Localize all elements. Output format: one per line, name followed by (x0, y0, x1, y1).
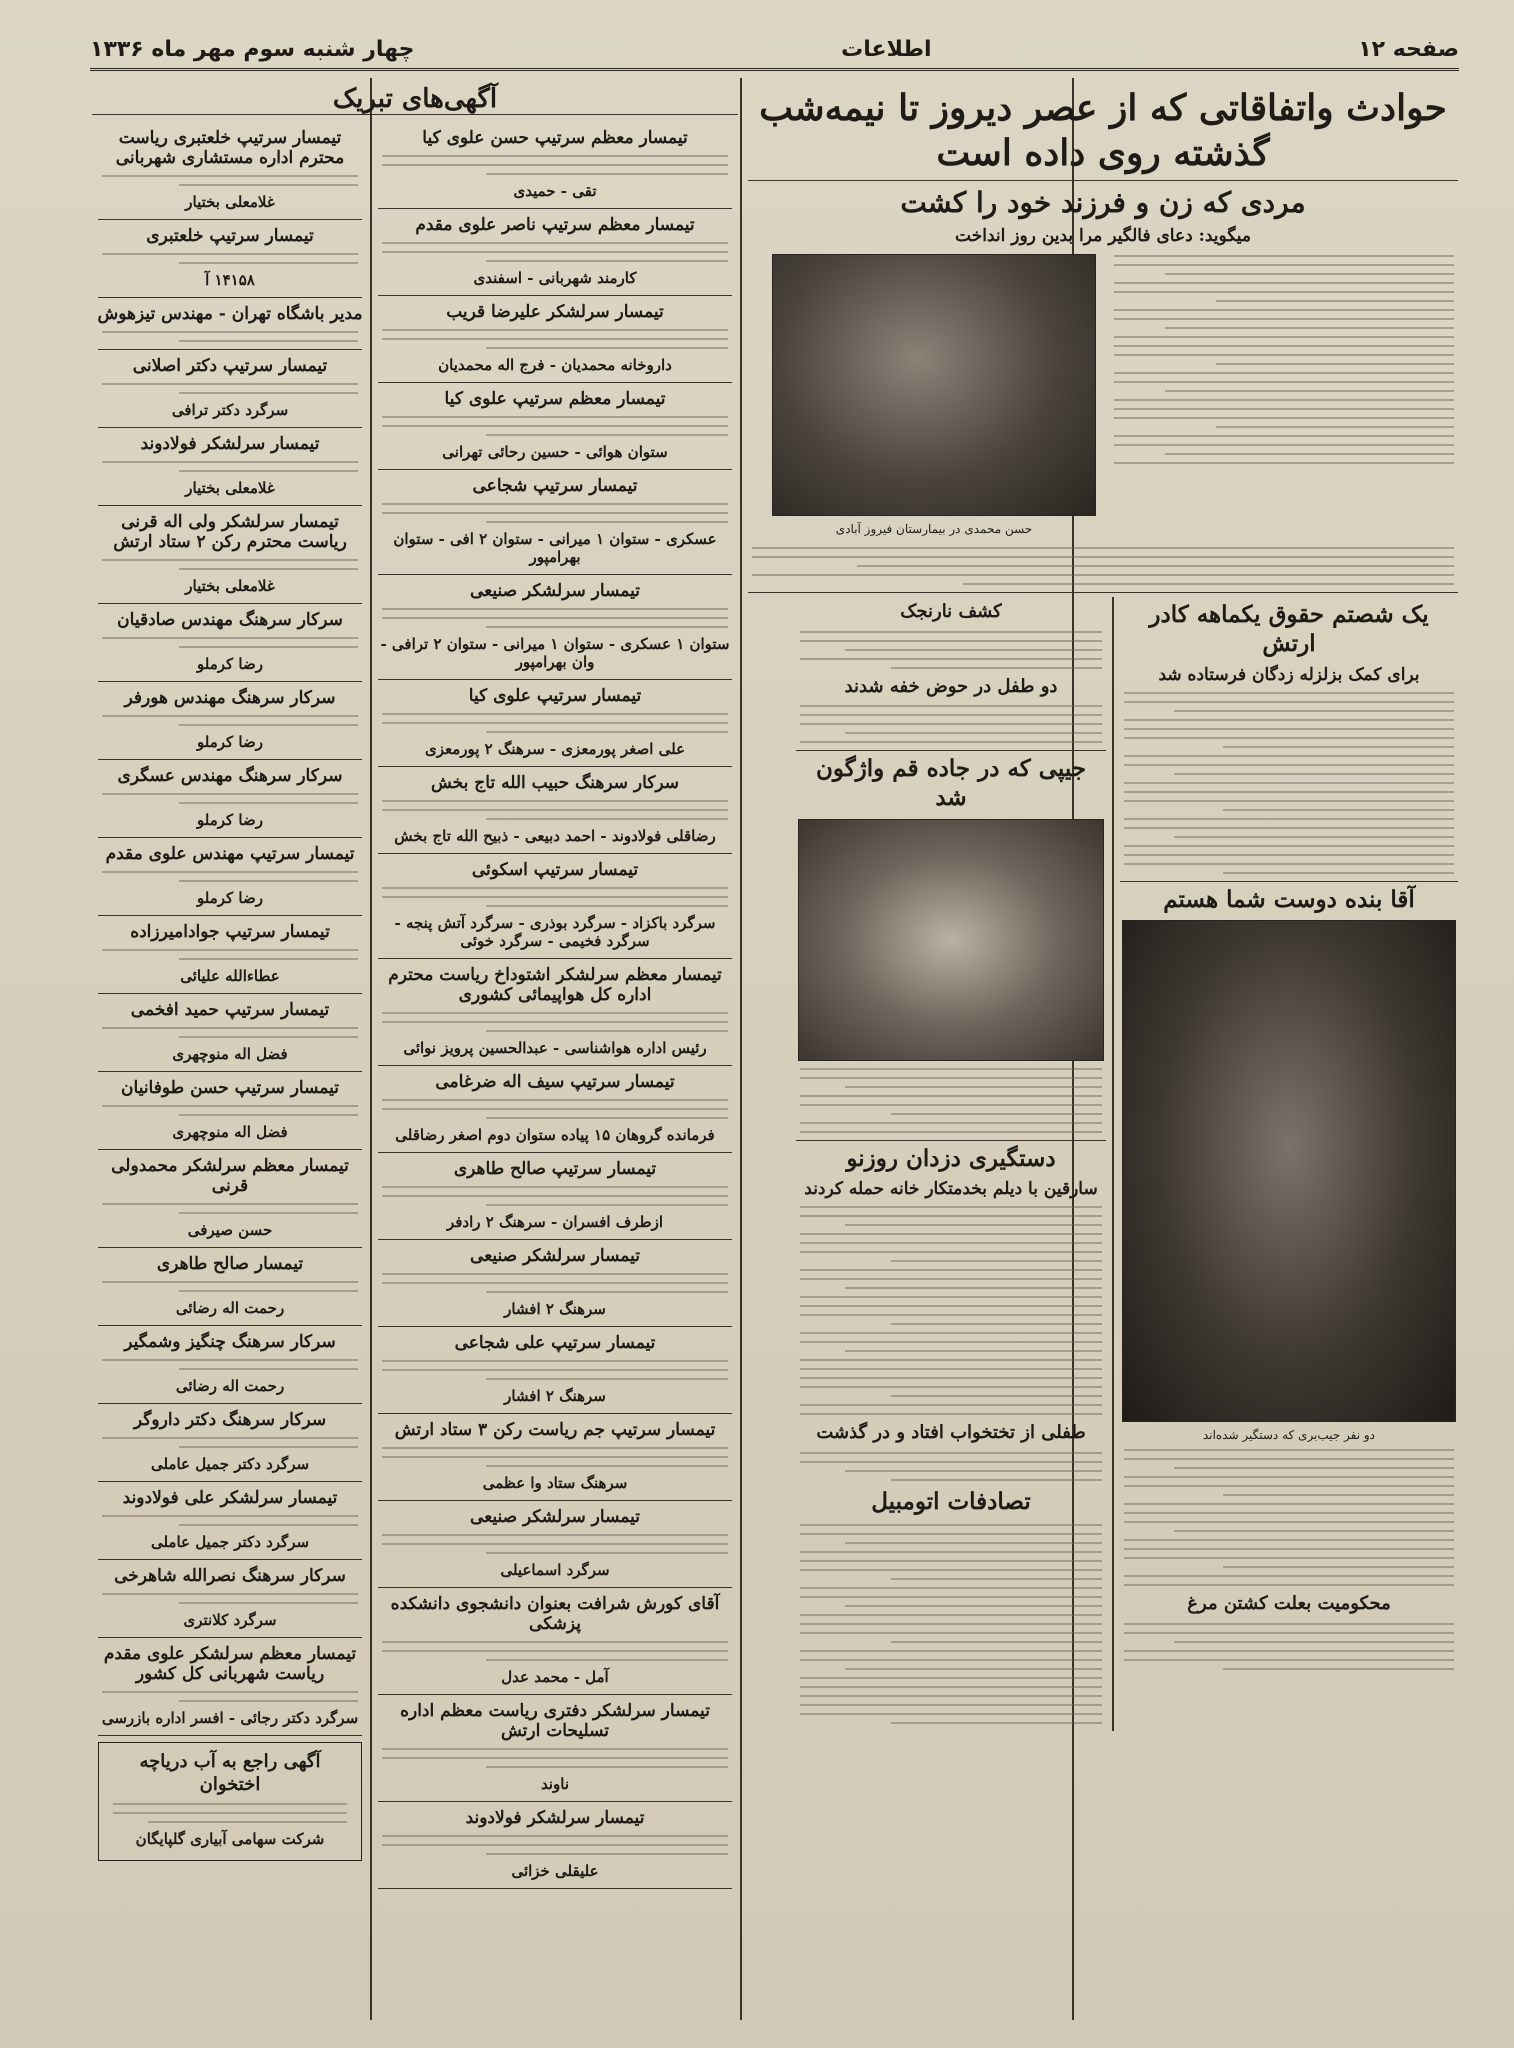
separator (378, 295, 732, 296)
separator (98, 1247, 362, 1248)
separator (98, 1325, 362, 1326)
ad-title: آقای کورش شرافت بعنوان دانشجوی دانشکده پزشکی (390, 1594, 720, 1634)
ad-signature: ازطرف افسران - سرهنگ ۲ رادفر (446, 1213, 663, 1231)
ad-signature: رحمت اله رضائی (175, 1377, 285, 1395)
separator (98, 427, 362, 428)
congrats-ad (372, 302, 738, 383)
separator (378, 1326, 732, 1327)
separator (98, 297, 362, 298)
congrats-ad (372, 1420, 738, 1501)
congrats-ad (92, 610, 368, 682)
congrats-ad (92, 1156, 368, 1248)
overturned-jeep-photo (798, 819, 1104, 1061)
ad-title: تیمسار سرتیپ اسکوئی (471, 860, 639, 880)
ad-signature: رضا کرملو (197, 889, 263, 907)
ad-title: تیمسار معظم سرلشکر علوی مقدم ریاست شهربانی کل کشور (103, 1644, 357, 1684)
victim-photo (772, 254, 1096, 516)
congrats-ad (372, 1159, 738, 1240)
congrats-ad (92, 434, 368, 506)
congrats-ad (92, 688, 368, 760)
news-right-column (742, 82, 1464, 2018)
ad-signature: آمل - محمد عدل (501, 1668, 609, 1686)
separator (98, 993, 362, 994)
separator (748, 180, 1458, 181)
paper-name: اطلاعات (841, 36, 932, 62)
story-headline: دستگیری دزدان روزنو (846, 1144, 1056, 1172)
story-subheadline: میگوید: دعای فالگیر مرا بدین روز انداخت (955, 226, 1251, 246)
ad-signature: تقی - حمیدی (513, 182, 597, 200)
ad-title: تیمسار سرلشکر صنیعی (470, 1507, 640, 1527)
congrats-ad (92, 1078, 368, 1150)
ad-signature: رضا کرملو (197, 733, 263, 751)
congrats-ad (92, 1254, 368, 1326)
congrats-ad (92, 922, 368, 994)
ad-title: تیمسار معظم سرتیپ علوی کیا (444, 389, 666, 409)
story-subheadline: برای کمک بزلزله زدگان فرستاده شد (1158, 664, 1420, 685)
separator (378, 1152, 732, 1153)
congrats-ad (92, 1332, 368, 1404)
congrats-ad (372, 773, 738, 854)
story-headline: تصادفات اتومبیل (871, 1487, 1031, 1515)
separator (378, 1587, 732, 1588)
ad-signature: سرهنگ ۲ افشار (504, 1387, 606, 1405)
story-text (1104, 248, 1464, 540)
separator (378, 853, 732, 854)
separator (98, 759, 362, 760)
separator (378, 766, 732, 767)
separator (98, 505, 362, 506)
ad-title: تیمسار سرتیپ صالح طاهری (453, 1159, 657, 1179)
congrats-ad (372, 1246, 738, 1327)
ad-signature: علی اصغر پورمعزی - سرهنگ ۲ پورمعزی (424, 740, 686, 758)
ad-signature: غلامعلی بختیار (185, 193, 275, 211)
ad-signature: عسکری - ستوان ۱ میرانی - ستوان ۲ افی - ستوان بهرامپور (393, 530, 717, 566)
congrats-ad (372, 1808, 738, 1889)
separator (378, 1694, 732, 1695)
ad-title: سرکار سرهنگ مهندس عسگری (117, 766, 343, 786)
story-headline: مردی که زن و فرزند خود را کشت (900, 186, 1306, 219)
ad-box (98, 1742, 362, 1861)
story-headline: طفلی از تختخواب افتاد و در گذشت (816, 1422, 1086, 1444)
separator (98, 349, 362, 350)
story-text (1124, 692, 1454, 874)
ad-signature: عطاءالله علیائی (180, 967, 280, 985)
ad-signature: فضل اله منوچهری (172, 1123, 288, 1141)
ad-signature: غلامعلی بختیار (185, 479, 275, 497)
separator (98, 1481, 362, 1482)
congrats-ad (92, 1000, 368, 1072)
separator (98, 1403, 362, 1404)
separator (796, 1140, 1106, 1141)
separator (378, 208, 732, 209)
separator (98, 837, 362, 838)
separator (98, 1735, 362, 1736)
ad-title: تیمسار سرلشکر صنیعی (470, 1246, 640, 1266)
ads-header: آگهی‌های تبریک (92, 84, 738, 115)
ad-signature: سرگرد دکتر رجائی - افسر اداره بازرسی (101, 1709, 359, 1727)
ad-signature: سرگرد باکزاد - سرگرد بوذری - سرگرد آتش پنجه - سرگرد فخیمی - سرگرد خوئی (394, 914, 716, 950)
ad-title: تیمسار معظم سرلشکر اشتوداخ ریاست محترم اداره کل هواپیمائی کشوری (388, 965, 722, 1005)
separator (378, 382, 732, 383)
congrats-ad (92, 766, 368, 838)
separator (378, 1801, 732, 1802)
photo-caption: دو نفر جیب‌بری که دستگیر شده‌اند (1202, 1428, 1376, 1443)
ad-title: سرکار سرهنگ دکتر داروگر (133, 1410, 327, 1430)
ad-signature: شرکت سهامی آبیاری گلپایگان (135, 1830, 325, 1848)
congrats-ad (372, 1507, 738, 1588)
congrats-ad (372, 860, 738, 959)
congrats-ad (92, 844, 368, 916)
ad-signature: سرگرد کلانتری (183, 1611, 277, 1629)
separator (98, 1559, 362, 1560)
ad-signature: علیقلی خزائی (511, 1862, 599, 1880)
ad-title: سرکار سرهنگ نصرالله شاهرخی (114, 1566, 346, 1586)
ad-title: مدیر باشگاه تهران - مهندس تیزهوش (97, 304, 363, 324)
congrats-ad (92, 512, 368, 604)
masthead (90, 30, 1459, 71)
ad-title: تیمسار معظم سرتیپ ناصر علوی مقدم (415, 215, 695, 235)
ad-title: تیمسار سرلشکر علی فولادوند (122, 1488, 338, 1508)
ad-title: تیمسار سرتیپ علی شجاعی (454, 1333, 656, 1353)
ad-title: تیمسار سرتیپ جوادامیرزاده (130, 922, 330, 942)
ad-signature: سرگرد اسماعیلی (500, 1561, 610, 1579)
separator (748, 592, 1458, 593)
congrats-ad (372, 965, 738, 1066)
story-text (800, 1068, 1102, 1133)
ad-title: تیمسار سرلشکر دفتری ریاست معظم اداره تسلیحات ارتش (400, 1701, 710, 1741)
congrats-ad (372, 1072, 738, 1153)
story-headline: کشف نارنجک (900, 601, 1002, 622)
separator (98, 681, 362, 682)
congrats-ad (92, 226, 368, 298)
separator (378, 1065, 732, 1066)
ad-signature: رئیس اداره هواشناسی - عبدالحسین پرویز نوائی (403, 1039, 707, 1057)
separator (98, 219, 362, 220)
ad-title: سرکار سرهنگ چنگیز وشمگیر (124, 1332, 336, 1352)
ad-signature: رضا کرملو (197, 811, 263, 829)
separator (98, 1637, 362, 1638)
ad-title: سرکار سرهنگ مهندس صادقیان (117, 610, 343, 630)
separator (378, 1239, 732, 1240)
ads-middle-column (372, 122, 738, 2018)
separator (378, 1888, 732, 1889)
ad-title: تیمسار سرلشکر علیرضا قریب (446, 302, 664, 322)
ad-title: تیمسار سرتیپ جم ریاست رکن ۳ ستاد ارتش (394, 1420, 716, 1440)
story-headline: دو طفل در حوض خفه شدند (844, 675, 1058, 697)
ad-title: تیمسار سرتیپ مهندس علوی مقدم (105, 844, 355, 864)
separator (98, 1071, 362, 1072)
separator (378, 469, 732, 470)
congrats-ad (372, 1594, 738, 1695)
separator (98, 915, 362, 916)
ad-title: تیمسار سرتیپ حسن طوفانیان (121, 1078, 339, 1098)
ad-signature: ناوند (540, 1775, 570, 1793)
ad-title: تیمسار سرلشکر فولادوند (140, 434, 320, 454)
ad-signature: داروخانه محمدیان - فرج اله محمدیان (438, 356, 672, 374)
congrats-ad (372, 581, 738, 680)
ad-signature: سرهنگ ستاد وا عظمی (482, 1474, 628, 1492)
congrats-ad (92, 1644, 368, 1736)
congrats-ad (372, 128, 738, 209)
ad-signature: حسن صیرفی (187, 1221, 273, 1239)
ad-signature: ۱۴۱۵۸ آ (205, 271, 255, 289)
ad-title: تیمسار سرلشکر ولی اله قرنی ریاست محترم رکن ۲ ستاد ارتش (113, 512, 347, 552)
ad-title: تیمسار سرتیپ علوی کیا (468, 686, 642, 706)
ad-signature: رحمت اله رضائی (175, 1299, 285, 1317)
ad-signature: ستوان ۱ عسکری - ستوان ۱ میرانی - ستوان ۲ ترافی - وان بهرامپور (380, 635, 730, 671)
congrats-ad (92, 1566, 368, 1638)
pickpockets-photo (1122, 920, 1456, 1422)
ad-title: تیمسار سرتیپ دکتر اصلانی (132, 356, 328, 376)
story-headline: یک شصتم حقوق یکماهه کادر ارتش (1149, 601, 1429, 657)
story-text (800, 1452, 1102, 1481)
ad-title: سرکار سرهنگ مهندس هورفر (124, 688, 336, 708)
congrats-ad (372, 476, 738, 575)
separator (98, 1149, 362, 1150)
separator (378, 1413, 732, 1414)
congrats-ad (92, 304, 368, 350)
issue-date: چهار شنبه سوم مهر ماه ۱۳۳۶ (90, 36, 415, 62)
congrats-ad (92, 128, 368, 220)
ad-signature: ستوان هوائی - حسین رحائی تهرانی (442, 443, 668, 461)
ad-signature: سرگرد دکتر ترافی (171, 401, 289, 419)
separator (796, 750, 1106, 751)
ad-title: سرکار سرهنگ حبیب الله تاج بخش (430, 773, 679, 793)
ad-signature: سرهنگ ۲ افشار (504, 1300, 606, 1318)
ad-title: تیمسار سرتیپ سیف اله ضرغامی (435, 1072, 675, 1092)
congrats-ad (372, 389, 738, 470)
ad-signature: کارمند شهربانی - اسفندی (473, 269, 637, 287)
separator (378, 679, 732, 680)
congrats-ad (372, 686, 738, 767)
ad-signature: رضاقلی فولادوند - احمد دبیعی - ذبیح الله تاج بخش (394, 827, 716, 845)
ad-title: تیمسار سرتیپ خلعتبری (146, 226, 314, 246)
story-text (800, 705, 1102, 743)
ad-signature: فضل اله منوچهری (172, 1045, 288, 1063)
separator (378, 958, 732, 959)
ad-title: تیمسار سرتیپ شجاعی (472, 476, 638, 496)
ad-signature: سرگرد دکتر جمیل عاملی (150, 1533, 310, 1551)
congrats-ad (92, 1488, 368, 1560)
ads-left-column (92, 122, 368, 2018)
ad-title: تیمسار صالح طاهری (156, 1254, 304, 1274)
ad-signature: سرگرد دکتر جمیل عاملی (150, 1455, 310, 1473)
ad-signature: فرمانده گروهان ۱۵ پیاده ستوان دوم اصغر رضاقلی (395, 1126, 715, 1144)
congrats-ad (372, 1701, 738, 1802)
story-text (800, 631, 1102, 669)
main-headline: حوادث واتفاقاتی که از عصر دیروز تا نیمه‌شب گذشته روی داده است (759, 87, 1447, 174)
congrats-ad (92, 356, 368, 428)
congrats-ad (372, 1333, 738, 1414)
congrats-ad (92, 1410, 368, 1482)
separator (378, 574, 732, 575)
separator (1120, 881, 1458, 882)
ad-title: تیمسار معظم سرتیپ حسن علوی کیا (422, 128, 688, 148)
story-text (1124, 1449, 1454, 1586)
ad-title: تیمسار سرلشکر صنیعی (470, 581, 640, 601)
ad-title: آگهی راجع به آب دریاچه اختخوان (139, 1751, 321, 1795)
story-text (800, 1206, 1102, 1415)
page-number: صفحه ۱۲ (1358, 36, 1459, 62)
separator (98, 603, 362, 604)
photo-caption: حسن محمدی در بیمارستان فیروز آبادی (835, 522, 1033, 536)
story-text (1124, 1623, 1454, 1670)
ad-title: تیمسار سرتیپ حمید افخمی (130, 1000, 330, 1020)
ad-title: تیمسار سرتیپ خلعتبری ریاست محترم اداره مستشاری شهربانی (115, 128, 345, 168)
story-headline: جیپی که در جاده‌ قم واژگون شد (815, 755, 1087, 811)
ad-signature: غلامعلی بختیار (185, 577, 275, 595)
story-headline: محکومیت بعلت کشتن مرغ (1187, 1593, 1391, 1615)
ad-title: تیمسار سرلشکر فولادوند (465, 1808, 645, 1828)
separator (378, 1500, 732, 1501)
story-headline: آقا بنده دوست شما هستم (1163, 885, 1415, 913)
ad-signature: رضا کرملو (197, 655, 263, 673)
story-text (800, 1524, 1102, 1724)
story-subheadline: سارقین با دیلم بخدمتکار خانه حمله کردند (804, 1179, 1098, 1200)
congrats-ad (372, 215, 738, 296)
ad-title: تیمسار معظم سرلشکر محمدولی قرنی (111, 1156, 349, 1196)
